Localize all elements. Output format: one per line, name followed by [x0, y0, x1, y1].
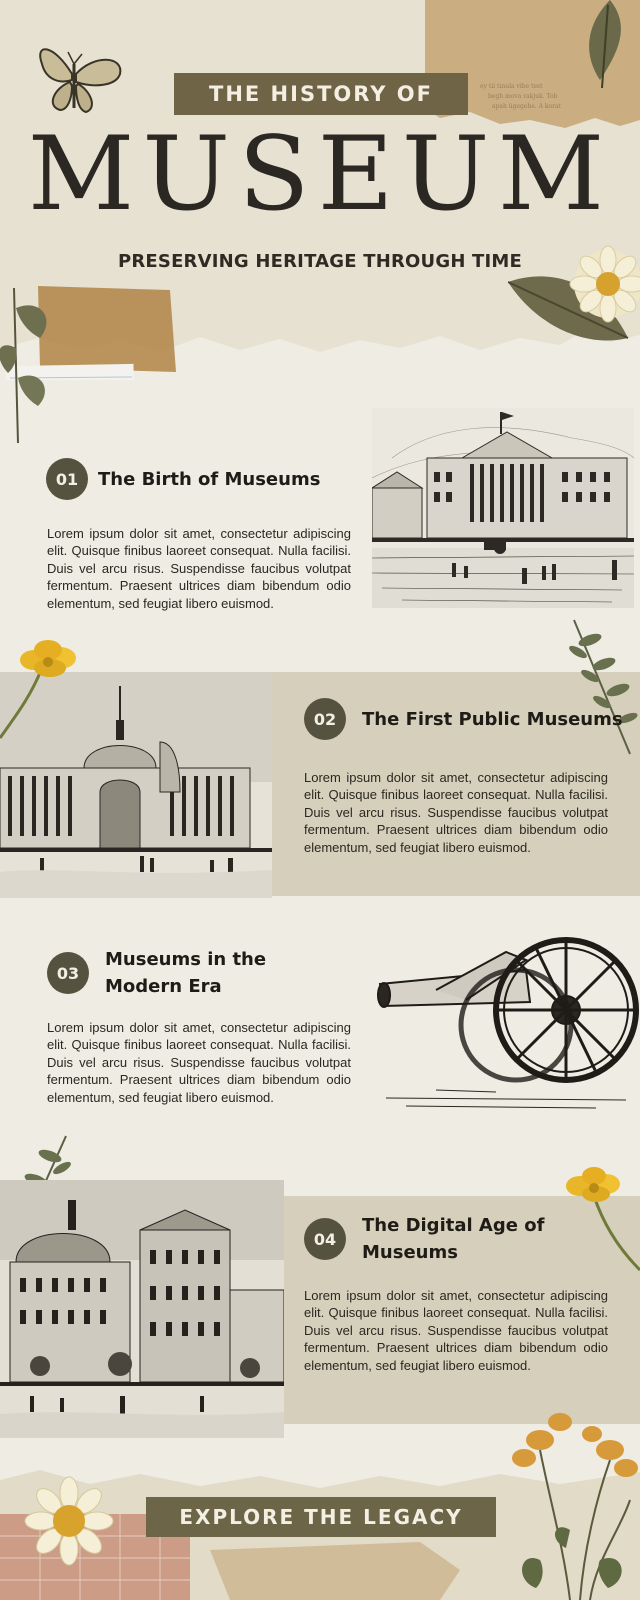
svg-text:begh mova rakjuk. Tob: begh mova rakjuk. Tob — [488, 93, 558, 100]
cta-label: EXPLORE THE LEGACY — [179, 1505, 463, 1529]
svg-text:apah ügegebe. A korat: apah ügegebe. A korat — [492, 103, 561, 110]
section-number-badge: 04 — [304, 1218, 346, 1260]
fern-leaf-icon — [564, 618, 640, 763]
dried-flowers-icon — [500, 1410, 640, 1600]
branch-leaves-icon — [0, 278, 60, 453]
section-body: Lorem ipsum dolor sit amet, consectetur adipiscing elit. Quisque finibus laoreet consequat. Nulla facilisi. Duis vel arcu risus. Suspendisse faucibus volutpat fermentum. Praesent ultrices diam bibendum odio elementum, sed feugiat libero euismod. — [47, 1020, 351, 1105]
section-title: The First Public Museums — [362, 708, 623, 730]
cannon-engraving — [376, 930, 640, 1135]
section-title: The Birth of Museums — [98, 468, 321, 490]
section-title-line2: Museums — [362, 1242, 458, 1263]
butterfly-icon — [24, 24, 128, 125]
section-03-header — [47, 946, 266, 1000]
section-number-badge: 03 — [47, 952, 89, 994]
section-title — [362, 1212, 544, 1266]
explore-legacy-button[interactable] — [146, 1497, 496, 1537]
section-title-line2: Modern Era — [105, 976, 222, 997]
section-01-header — [46, 458, 320, 500]
buttercup-flower-icon — [560, 1166, 640, 1281]
section-04-header — [304, 1212, 544, 1266]
section-body: Lorem ipsum dolor sit amet, consectetur adipiscing elit. Quisque finibus laoreet consequat. Nulla facilisi. Duis vel arcu risus. Suspendisse faucibus volutpat fermentum. Praesent ultrices diam bibendum odio elementum, sed feugiat libero euismod. — [304, 770, 608, 855]
section-body: Lorem ipsum dolor sit amet, consectetur adipiscing elit. Quisque finibus laoreet consequat. Nulla facilisi. Duis vel arcu risus. Suspendisse faucibus volutpat fermentum. Praesent ultrices diam bibendum odio elementum, sed feugiat libero euismod. — [47, 526, 351, 611]
section-02-header — [304, 698, 623, 740]
section-number-badge: 02 — [304, 698, 346, 740]
page-title: MUSEUM — [27, 115, 613, 234]
banner-label: THE HISTORY OF — [209, 82, 433, 106]
svg-text:ey tii tinula vibe test: ey tii tinula vibe test — [480, 83, 543, 90]
museum-building-engraving — [372, 388, 634, 633]
section-title — [105, 946, 266, 1000]
section-title-line1: The Digital Age of — [362, 1215, 545, 1236]
section-body: Lorem ipsum dolor sit amet, consectetur adipiscing elit. Quisque finibus laoreet consequat. Nulla facilisi. Duis vel arcu risus. Suspendisse faucibus volutpat fermentum. Praesent ultrices diam bibendum odio elementum, sed feugiat libero euismod. — [304, 1288, 608, 1373]
history-of-banner — [174, 73, 468, 115]
section-title-line1: Museums in the — [105, 949, 267, 970]
buttercup-flower-icon — [0, 638, 90, 753]
gallery-building-engraving — [0, 1170, 284, 1455]
daisy-flower-icon — [22, 1474, 116, 1573]
page-subtitle: PRESERVING HERITAGE THROUGH TIME — [117, 251, 523, 272]
section-number-badge: 01 — [46, 458, 88, 500]
leaf-icon — [560, 0, 640, 95]
